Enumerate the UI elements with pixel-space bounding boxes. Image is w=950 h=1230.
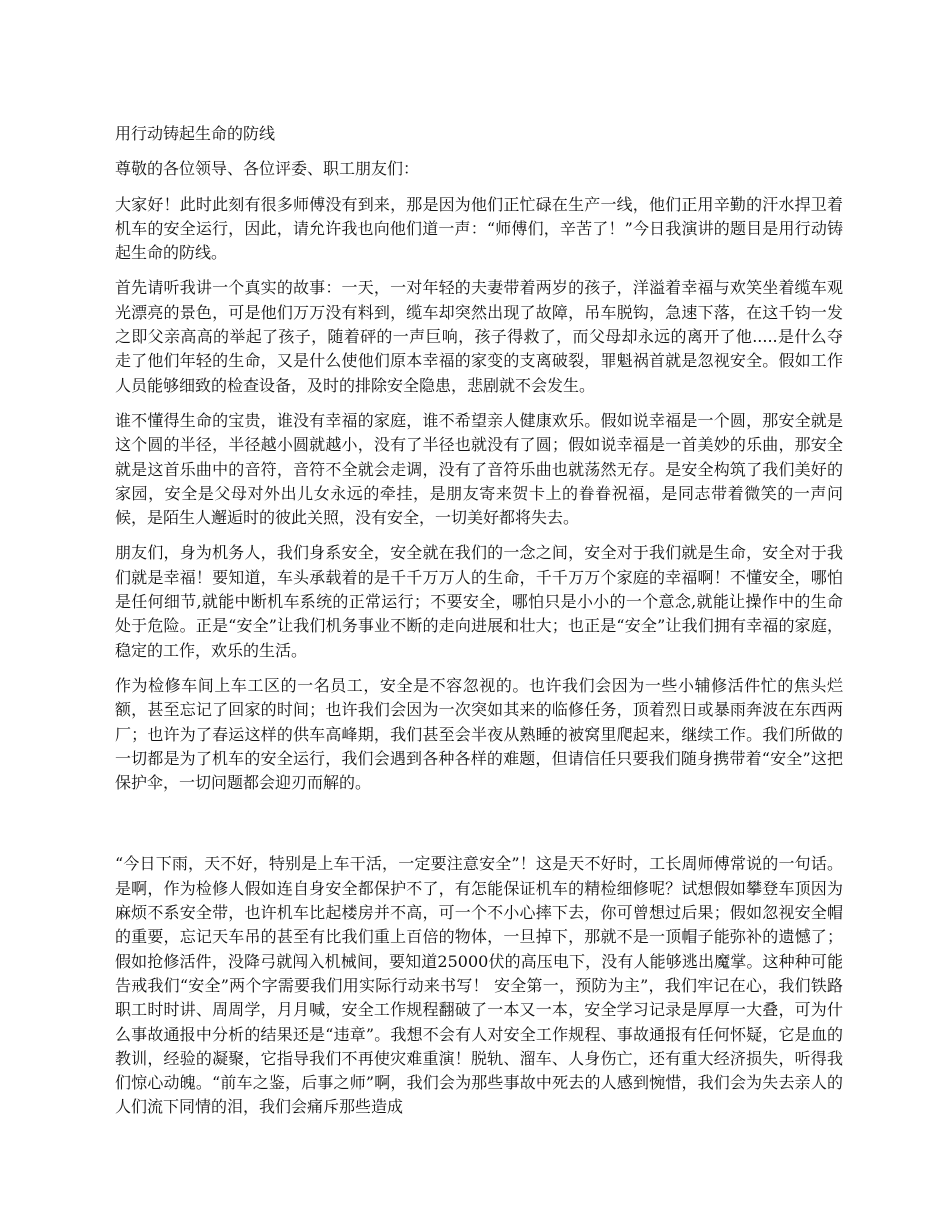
paragraph-2: 首先请听我讲一个真实的故事：一天，一对年轻的夫妻带着两岁的孩子，洋溢着幸福与欢笑坐着缆车观光漂亮的景色，可是他们万万没有料到，缆车却突然出现了故障，吊车脱钩，急速下落，在这千钧一发之即父亲高高的举起了孩子，随着砰的一声巨响，孩子得救了，而父母却永远的离开了他.....是什么夺走了他们年轻的生命，又是什么使他们原本幸福的家变的支离破裂，罪魁祸首就是忽视安全。假如工作人员能够细致的检查设备，及时的排除安全隐患，悲剧就不会发生。: [115, 278, 843, 395]
paragraph-3: 谁不懂得生命的宝贵，谁没有幸福的家庭，谁不希望亲人健康欢乐。假如说幸福是一个圆，那安全就是这个圆的半径，半径越小圆就越小，没有了半径也就没有了圆；假如说幸福是一首美妙的乐曲，那安全就是这首乐曲中的音符，音符不全就会走调，没有了音符乐曲也就荡然无存。是安全构筑了我们美好的家园，安全是父母对外出儿女永远的牵挂，是朋友寄来贺卡上的眷眷祝福，是同志带着微笑的一声问候，是陌生人邂逅时的彼此关照，没有安全，一切美好都将失去。: [115, 410, 843, 528]
document-title: 用行动铸起生命的防线: [115, 124, 276, 143]
document-body: [115, 122, 843, 1131]
paragraph-5: 作为检修车间上车工区的一名员工，安全是不容忽视的。也许我们会因为一些小辅修活件忙的焦头烂额，甚至忘记了回家的时间；也许我们会因为一次突如其来的临修任务，顶着烈日或暴雨奔波在东西两厂；也许为了春运这样的供车高峰期，我们甚至会半夜从熟睡的被窝里爬起来，继续工作。我们所做的一切都是为了机车的安全运行，我们会遇到各种各样的难题，但请信任只要我们随身携带着“安全”这把保护伞，一切问题都会迎刃而解的。: [115, 675, 843, 793]
paragraph-4: 朋友们，身为机务人，我们身系安全，安全就在我们的一念之间，安全对于我们就是生命，安全对于我们就是幸福！要知道，车头承载着的是千千万万人的生命，千千万万个家庭的幸福啊！不懂安全，哪怕是任何细节,就能中断机车系统的正常运行；不要安全，哪怕只是小小的一个意念,就能让操作中的生命处于危险。正是“安全”让我们机务事业不断的走向进展和壮大；也正是“安全”让我们拥有幸福的家庭，稳定的工作，欢乐的生活。: [115, 543, 843, 660]
salutation: 尊敬的各位领导、各位评委、职工朋友们：: [115, 159, 420, 179]
paragraph-gap: [115, 806, 843, 852]
paragraph-1: 大家好！此时此刻有很多师傅没有到来，那是因为他们正忙碌在生产一线，他们正用辛勤的汗水捍卫着机车的安全运行，因此，请允许我也向他们道一声：“师傅们，辛苦了！”今日我演讲的题目是用行动铸起生命的防线。: [115, 194, 843, 263]
paragraph-6: “今日下雨，天不好，特别是上车干活，一定要注意安全”！这是天不好时，工长周师傅常说的一句话。是啊，作为检修人假如连自身安全都保护不了，有怎能保证机车的精检细修呢？试想假如攀登车顶因为麻烦不系安全带，也许机车比起楼房并不高，可一个不小心摔下去，你可曾想过后果；假如忽视安全帽的重要，忘记天车吊的甚至有比我们重上百倍的物体，一旦掉下，那就不是一顶帽子能弥补的遗憾了；假如抢修活件，没降弓就闯入机械间，要知道25000伏的高压电下，没有人能够逃出魔掌。这种种可能告戒我们“安全”两个字需要我们用实际行动来书写！ 安全第一，预防为主”，我们牢记在心，我们铁路职工时时讲、周周学，月月喊，安全工作规程翻破了一本又一本，安全学习记录是厚厚一大叠，可为什么事故通报中分析的结果还是“违章”。我想不会有人对安全工作规程、事故通报有任何怀疑，它是血的教训，经验的凝聚，它指导我们不再使灾难重演！脱轨、溜车、人身伤亡，还有重大经济损失，听得我们惊心动魄。“前车之鉴，后事之师”啊，我们会为那些事故中死去的人感到惋惜，我们会为失去亲人的人们流下同情的泪，我们会痛斥那些造成: [115, 854, 843, 1117]
